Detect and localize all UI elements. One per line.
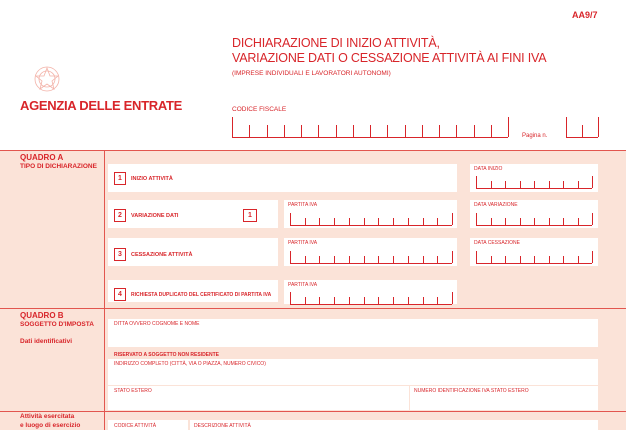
variation-code-box[interactable]: 1 — [243, 209, 257, 222]
comb-tick — [301, 125, 302, 137]
page-number-field[interactable] — [566, 117, 598, 138]
agency-name: AGENZIA DELLE ENTRATE — [20, 98, 182, 113]
comb-tick — [598, 117, 599, 137]
comb-tick — [290, 292, 291, 304]
comb-tick — [476, 176, 477, 188]
comb-tick — [319, 297, 320, 304]
page-number-label: Pagina n. — [522, 133, 548, 139]
data-variazione-field[interactable] — [476, 213, 592, 226]
comb-tick — [592, 251, 593, 263]
comb-tick — [349, 218, 350, 225]
attivita-label-2: e luogo di esercizio — [20, 422, 81, 429]
descrizione-attivita-field[interactable] — [190, 420, 598, 430]
ditta-label: DITTA OVVERO COGNOME E NOME — [114, 321, 200, 327]
comb-tick — [353, 125, 354, 137]
comb-tick — [408, 218, 409, 225]
comb-tick — [334, 256, 335, 263]
comb-tick — [318, 125, 319, 137]
comb-tick — [456, 125, 457, 137]
comb-tick — [334, 218, 335, 225]
comb-tick — [393, 297, 394, 304]
dati-identificativi-label: Dati identificativi — [20, 338, 73, 345]
attivita-divider — [0, 411, 626, 412]
option-4-label: RICHIESTA DUPLICATO DEL CERTIFICATO DI PARTITA IVA — [131, 292, 272, 298]
form-title-line2: VARIAZIONE DATI O CESSAZIONE ATTIVITÀ AI FINI IVA — [232, 51, 547, 65]
comb-tick — [349, 256, 350, 263]
data-cessazione-label: DATA CESSAZIONE — [474, 240, 520, 246]
comb-tick — [290, 251, 291, 263]
comb-tick — [249, 125, 250, 137]
comb-tick — [336, 125, 337, 137]
data-inizio-field[interactable] — [476, 176, 592, 189]
comb-tick — [578, 181, 579, 188]
comb-tick — [437, 297, 438, 304]
comb-tick — [364, 218, 365, 225]
comb-tick — [582, 125, 583, 137]
comb-tick — [378, 297, 379, 304]
comb-tick — [319, 256, 320, 263]
quadro-a-subtitle: TIPO DI DICHIARAZIONE — [20, 163, 97, 170]
quadro-a-left-rule — [104, 151, 105, 308]
comb-tick — [290, 213, 291, 225]
form-title-line1: DICHIARAZIONE DI INIZIO ATTIVITÀ, — [232, 36, 440, 50]
comb-tick — [378, 256, 379, 263]
comb-tick — [476, 213, 477, 225]
data-variazione-label: DATA VARIAZIONE — [474, 202, 518, 208]
comb-tick — [505, 256, 506, 263]
quadro-b-title: QUADRO B — [20, 311, 64, 320]
form-code: AA9/7 — [572, 10, 598, 20]
republic-emblem-icon — [28, 64, 66, 94]
stato-estero-label: STATO ESTERO — [114, 388, 152, 394]
comb-tick — [452, 292, 453, 304]
comb-tick — [491, 125, 492, 137]
partita-iva-field-4[interactable] — [290, 292, 452, 305]
codice-fiscale-field[interactable] — [232, 117, 508, 138]
comb-tick — [592, 213, 593, 225]
comb-tick — [370, 125, 371, 137]
comb-tick — [491, 218, 492, 225]
comb-tick — [491, 256, 492, 263]
comb-tick — [423, 218, 424, 225]
option-1-label: INIZIO ATTIVITÀ — [131, 176, 173, 182]
comb-tick — [549, 218, 550, 225]
comb-tick — [387, 125, 388, 137]
comb-tick — [423, 297, 424, 304]
comb-tick — [578, 218, 579, 225]
comb-tick — [378, 218, 379, 225]
quadro-b-subtitle: SOGGETTO D'IMPOSTA — [20, 321, 94, 328]
comb-tick — [364, 297, 365, 304]
comb-tick — [508, 117, 509, 137]
attivita-label-1: Attività esercitata — [20, 413, 75, 420]
comb-tick — [505, 218, 506, 225]
data-inizio-label: DATA INIZIO — [474, 166, 503, 172]
comb-tick — [549, 256, 550, 263]
partita-iva-label-2: PARTITA IVA — [288, 202, 318, 208]
option-3-label: CESSAZIONE ATTIVITÀ — [131, 252, 193, 258]
stato-estero-field[interactable] — [108, 386, 409, 410]
comb-tick — [334, 297, 335, 304]
comb-tick — [505, 181, 506, 188]
comb-tick — [422, 125, 423, 137]
comb-tick — [437, 256, 438, 263]
comb-tick — [578, 256, 579, 263]
comb-tick — [437, 218, 438, 225]
comb-tick — [452, 213, 453, 225]
comb-tick — [452, 251, 453, 263]
comb-tick — [267, 125, 268, 137]
comb-tick — [474, 125, 475, 137]
comb-tick — [534, 218, 535, 225]
comb-tick — [319, 218, 320, 225]
comb-tick — [408, 256, 409, 263]
partita-iva-label-3: PARTITA IVA — [288, 240, 318, 246]
descrizione-attivita-label: DESCRIZIONE ATTIVITÀ — [194, 423, 251, 429]
comb-tick — [563, 218, 564, 225]
comb-tick — [423, 256, 424, 263]
comb-tick — [476, 251, 477, 263]
comb-tick — [563, 256, 564, 263]
comb-tick — [393, 256, 394, 263]
comb-tick — [549, 181, 550, 188]
comb-tick — [520, 256, 521, 263]
comb-tick — [305, 218, 306, 225]
comb-tick — [563, 181, 564, 188]
comb-tick — [405, 125, 406, 137]
comb-tick — [592, 176, 593, 188]
partita-iva-field-2[interactable] — [290, 213, 452, 226]
numero-id-label: NUMERO IDENTIFICAZIONE IVA STATO ESTERO — [414, 388, 529, 394]
option-1-checkbox[interactable]: 1 — [114, 172, 126, 185]
comb-tick — [232, 117, 233, 137]
option-3-checkbox[interactable]: 3 — [114, 248, 126, 261]
comb-tick — [349, 297, 350, 304]
comb-tick — [566, 117, 567, 137]
codice-fiscale-label: CODICE FISCALE — [232, 106, 287, 113]
form-subtitle: (IMPRESE INDIVIDUALI E LAVORATORI AUTONOMI) — [232, 70, 391, 77]
data-cessazione-field[interactable] — [476, 251, 592, 264]
option-row-4 — [108, 280, 278, 302]
comb-tick — [408, 297, 409, 304]
comb-tick — [534, 181, 535, 188]
comb-tick — [439, 125, 440, 137]
option-2-checkbox[interactable]: 2 — [114, 209, 126, 222]
option-2-label: VARIAZIONE DATI — [131, 213, 179, 219]
quadro-a-title: QUADRO A — [20, 153, 64, 162]
comb-tick — [520, 218, 521, 225]
comb-tick — [491, 181, 492, 188]
comb-tick — [393, 218, 394, 225]
option-4-checkbox[interactable]: 4 — [114, 288, 126, 301]
comb-tick — [284, 125, 285, 137]
comb-tick — [534, 256, 535, 263]
comb-tick — [305, 297, 306, 304]
codice-attivita-label: CODICE ATTIVITÀ — [114, 423, 157, 429]
indirizzo-label: INDIRIZZO COMPLETO (CITTÀ, VIA O PIAZZA, NUMERO CIVICO) — [114, 361, 266, 367]
partita-iva-field-3[interactable] — [290, 251, 452, 264]
comb-tick — [520, 181, 521, 188]
partita-iva-label-4: PARTITA IVA — [288, 282, 318, 288]
comb-tick — [305, 256, 306, 263]
comb-tick — [364, 256, 365, 263]
riservato-label: RISERVATO A SOGGETTO NON RESIDENTE — [114, 352, 220, 358]
